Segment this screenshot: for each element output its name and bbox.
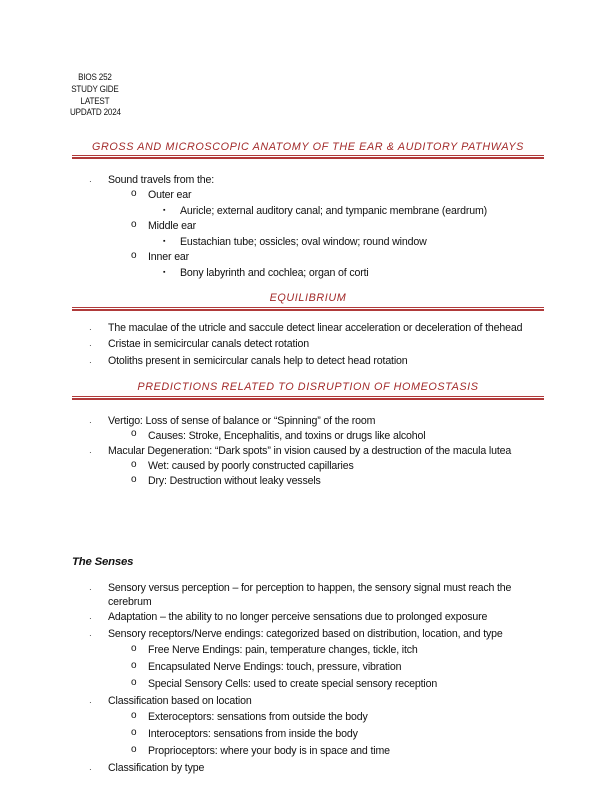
bullet-marker: o <box>131 459 137 470</box>
bullet-marker: · <box>89 631 92 640</box>
list-item: Sound travels from the: <box>108 174 215 186</box>
list-item: Encapsulated Nerve Endings: touch, pressure, vibration <box>148 661 402 673</box>
list-item: Exteroceptors: sensations from outside the body <box>148 711 368 723</box>
section-divider <box>72 155 544 159</box>
section-divider <box>72 307 544 311</box>
section-title-equilibrium: EQUILIBRIUM <box>269 292 347 304</box>
bullet-marker: · <box>89 358 92 367</box>
list-item: Causes: Stroke, Encephalitis, and toxins or drugs like alcohol <box>148 430 426 442</box>
list-item: Interoceptors: sensations from inside the body <box>148 728 358 740</box>
list-item: Adaptation – the ability to no longer perceive sensations due to prolonged exposure <box>108 611 488 623</box>
bullet-marker: o <box>131 660 137 671</box>
bullet-marker: · <box>89 614 92 623</box>
list-item-continuation: cerebrum <box>108 596 152 608</box>
bullet-marker: · <box>89 448 92 457</box>
bullet-marker: · <box>89 325 92 334</box>
list-item: Bony labyrinth and cochlea; organ of corti <box>180 267 369 279</box>
bullet-marker: o <box>131 744 137 755</box>
list-item: Middle ear <box>148 220 196 232</box>
bullet-marker: o <box>131 428 137 439</box>
bullet-marker: o <box>131 727 137 738</box>
bullet-marker: · <box>89 698 92 707</box>
list-item: Sensory receptors/Nerve endings: categorized based on distribution, location, and type <box>108 628 503 640</box>
bullet-marker: o <box>131 474 137 485</box>
section-title-predictions: PREDICTIONS RELATED TO DISRUPTION OF HOMEOSTASIS <box>137 381 479 393</box>
bullet-marker: ▪ <box>163 269 166 276</box>
bullet-marker: o <box>131 643 137 654</box>
bullet-marker: o <box>131 219 137 230</box>
list-item: Dry: Destruction without leaky vessels <box>148 475 321 487</box>
bullet-marker: · <box>89 341 92 350</box>
section-title-senses: The Senses <box>72 556 134 568</box>
list-item: The maculae of the utricle and saccule detect linear acceleration or deceleration of thehead <box>108 322 523 334</box>
list-item: Special Sensory Cells: used to create special sensory reception <box>148 678 438 690</box>
course-code: BIOS 252 <box>78 71 112 82</box>
bullet-marker: · <box>89 765 92 774</box>
list-item: Sensory versus perception – for perception to happen, the sensory signal must reach the <box>108 582 512 594</box>
list-item: Proprioceptors: where your body is in space and time <box>148 745 390 757</box>
doc-status: LATEST <box>80 94 110 106</box>
list-item: Macular Degeneration: “Dark spots” in vision caused by a destruction of the macula lutea <box>108 445 512 457</box>
list-item: Classification by type <box>108 762 205 774</box>
list-item: Classification based on location <box>108 695 252 707</box>
list-item: Inner ear <box>148 251 190 263</box>
section-divider <box>72 396 544 400</box>
bullet-marker: · <box>89 418 92 427</box>
bullet-marker: o <box>131 677 137 688</box>
list-item: Cristae in semicircular canals detect rotation <box>108 338 309 350</box>
list-item: Wet: caused by poorly constructed capillaries <box>148 460 354 472</box>
doc-date: UPDATD 2024 <box>70 106 121 118</box>
list-item: Eustachian tube; ossicles; oval window; round window <box>180 236 427 248</box>
bullet-marker: ▪ <box>163 238 166 245</box>
list-item: Free Nerve Endings: pain, temperature changes, tickle, itch <box>148 644 418 656</box>
bullet-marker: · <box>89 585 92 594</box>
list-item: Vertigo: Loss of sense of balance or “Spinning” of the room <box>108 415 376 427</box>
list-item: Outer ear <box>148 189 192 201</box>
list-item: Otoliths present in semicircular canals help to detect head rotation <box>108 355 408 367</box>
bullet-marker: · <box>89 177 92 186</box>
doc-type: STUDY GIDE <box>71 82 119 94</box>
document-header <box>70 71 120 118</box>
bullet-marker: o <box>131 250 137 261</box>
list-item: Auricle; external auditory canal; and tympanic membrane (eardrum) <box>180 205 488 217</box>
bullet-marker: ▪ <box>163 207 166 214</box>
bullet-marker: o <box>131 188 137 199</box>
bullet-marker: o <box>131 710 137 721</box>
section-title-ear: GROSS AND MICROSCOPIC ANATOMY OF THE EAR & AUDITORY PATHWAYS <box>92 141 524 153</box>
